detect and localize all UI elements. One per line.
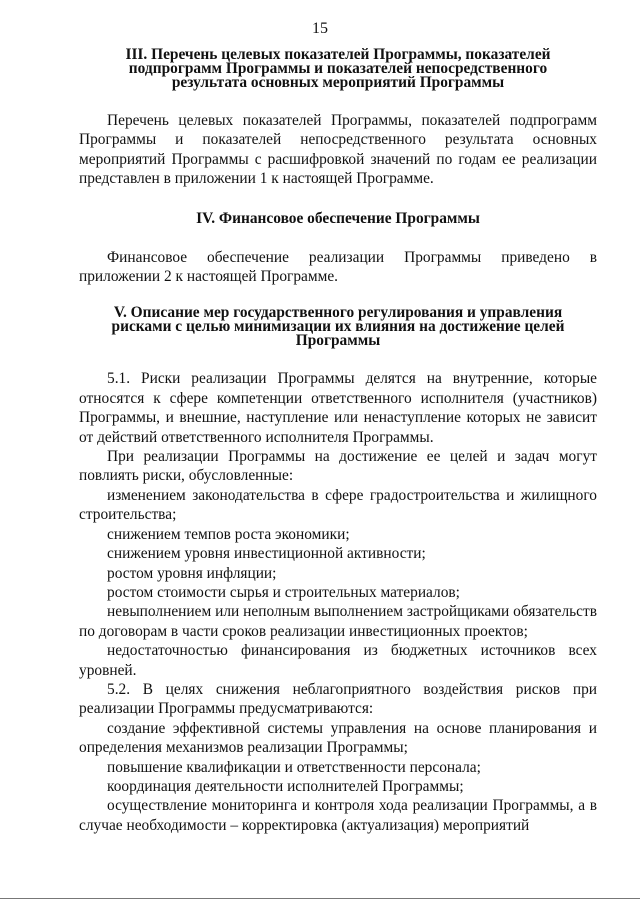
measure-item: осуществление мониторинга и контроля хода реализации Программы, а в случае необходимости – корректировка (актуализация) мероприятий: [79, 797, 597, 834]
section-5-title: [79, 306, 597, 348]
section-4-paragraph: Финансовое обеспечение реализации Программы приведено в приложении 2 к настоящей Программе.: [79, 248, 597, 286]
section-3-title-line: результата основных мероприятий Программы: [171, 74, 505, 91]
risks-intro-paragraph: При реализации Программы на достижение ее целей и задач могут повлиять риски, обусловленные:: [79, 448, 597, 485]
risk-item: снижением уровня инвестиционной активности;: [107, 545, 426, 563]
risk-item: ростом стоимости сырья и строительных материалов;: [107, 583, 460, 601]
measure-item: координация деятельности исполнителей Программы;: [107, 777, 464, 795]
section-3-title-line: подпрограмм Программы и показателей непосредственного: [128, 60, 548, 77]
measure-item: создание эффективной системы управления на основе планирования и определения механизмов реализации Программы;: [79, 719, 597, 757]
section-3-paragraph: Перечень целевых показателей Программы, показателей подпрограмм Программы и показателей непосредственного результата основных мероприятий Программы с расшифровкой значений по годам ее реализации представлен в приложении 1 к настоящей Программе.: [79, 112, 597, 188]
risk-item: изменением законодательства в сфере градостроительства и жилищного строительства;: [79, 486, 597, 524]
section-5-title-line: рисками с целью минимизации их влияния на достижение целей: [111, 318, 565, 336]
section-3-title-line: III. Перечень целевых показателей Программы, показателей: [125, 46, 551, 63]
paragraph-5-2: 5.2. В целях снижения неблагоприятного воздействия рисков при реализации Программы предусматриваются:: [79, 680, 597, 718]
section-3-title: [79, 48, 597, 90]
section-4-title: IV. Финансовое обеспечение Программы: [196, 209, 480, 227]
measure-item: повышение квалификации и ответственности персонала;: [107, 758, 481, 776]
section-5-title-line: Программы: [295, 332, 381, 350]
risk-item: невыполнением или неполным выполнением застройщиками обязательств по договорам в части сроков реализации инвестиционных проектов;: [79, 603, 597, 640]
risk-item: снижением темпов роста экономики;: [107, 525, 350, 543]
document-body: [79, 48, 597, 835]
risk-item: недостаточностью финансирования из бюджетных источников всех уровней.: [79, 642, 597, 679]
scan-edge-line: [0, 898, 640, 899]
section-5-title-line: V. Описание мер государственного регулирования и управления: [113, 304, 563, 322]
paragraph-5-1: 5.1. Риски реализации Программы делятся на внутренние, которые относятся к сфере компетенции ответственного исполнителя (участников) Программы, и внешние, наступление или ненаступление которых не зависит от действий ответственного исполнителя Программы.: [79, 370, 597, 446]
page-number: 15: [312, 20, 328, 37]
risk-item: ростом уровня инфляции;: [107, 564, 277, 582]
